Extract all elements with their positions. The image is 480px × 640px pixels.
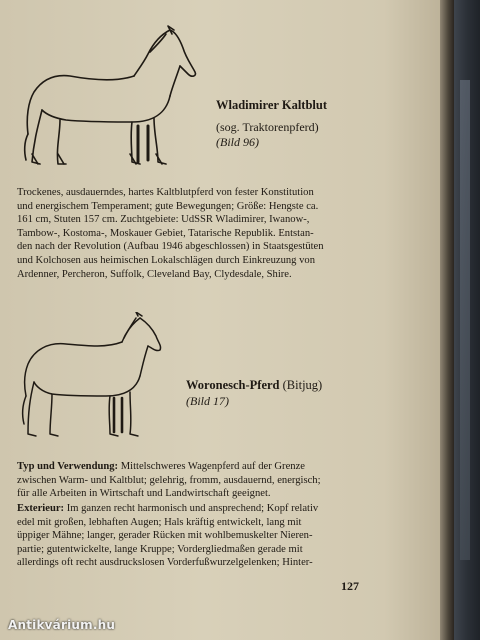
entry1-subtitle: (sog. Traktorenpferd) — [216, 120, 319, 134]
cover-edge-strip — [460, 80, 470, 560]
entry2-figure-ref: (Bild 17) — [186, 394, 229, 408]
horse-illustration-wladimirer — [20, 22, 200, 182]
type-use-label: Typ und Verwendung: — [17, 461, 119, 472]
text-line: allerdings oft recht ausdruckslosen Vorderfußwurzelgelenken; Hinter- — [17, 557, 313, 569]
text-line — [17, 460, 437, 474]
text-line — [17, 502, 437, 516]
entry2-title — [186, 378, 322, 393]
text-line: für alle Arbeiten in Wirtschaft und Landwirtschaft geeignet. — [17, 488, 271, 500]
book-spine — [440, 0, 454, 640]
exterior-label: Exterieur: — [17, 503, 65, 514]
entry2-title-main: Woronesch-Pferd — [186, 378, 280, 392]
text-fragment: Im ganzen recht harmonisch und ansprechend; Kopf relativ — [66, 503, 319, 514]
text-line: 161 cm, Stuten 157 cm. Zuchtgebiete: UdSSR Wladimirer, Iwanow-, — [17, 214, 310, 226]
entry2-title-suffix: (Bitjug) — [282, 378, 323, 392]
entry1-title: Wladimirer Kaltblut — [216, 98, 327, 112]
text-line: zwischen Warm- und Kaltblut; gelehrig, fromm, ausdauernd, energisch; — [17, 474, 321, 486]
text-line: Trockenes, ausdauerndes, hartes Kaltblutpferd von fester Konstitution — [17, 187, 314, 198]
text-line: Tambow-, Kostoma-, Moskauer Gebiet, Tatarische Republik. Entstan- — [17, 227, 314, 239]
text-line: den nach der Revolution (Aufbau 1946 abgeschlossen) in Staatsgestüten — [17, 241, 324, 253]
entry2-exterior — [17, 502, 437, 570]
entry1-description — [17, 186, 437, 281]
text-line: Ardenner, Percheron, Suffolk, Cleveland Bay, Clydesdale, Shire. — [17, 268, 292, 280]
text-fragment: Mittelschweres Wagenpferd auf der Grenze — [120, 461, 305, 472]
entry2-type-and-use — [17, 460, 437, 501]
text-line: edel mit großen, lebhaften Augen; Hals kräftig entwickelt, lang mit — [17, 516, 302, 528]
page-number: 127 — [341, 579, 359, 593]
text-line: üppiger Mähne; langer, gerader Rücken mit wohlbemuskelter Nieren- — [17, 530, 313, 542]
text-line: und energischem Temperament; gute Bewegungen; Größe: Hengste ca. — [17, 200, 319, 212]
text-line: partie; gutentwickelte, lange Kruppe; Vordergliedmaßen gerade mit — [17, 543, 303, 555]
entry1-figure-ref: (Bild 96) — [216, 135, 259, 149]
watermark: Antikvárium.hu — [8, 618, 116, 632]
text-line: und Kolchosen aus heimischen Lokalschlägen durch Einkreuzung von — [17, 254, 316, 266]
horse-illustration-woronesch — [18, 312, 168, 444]
